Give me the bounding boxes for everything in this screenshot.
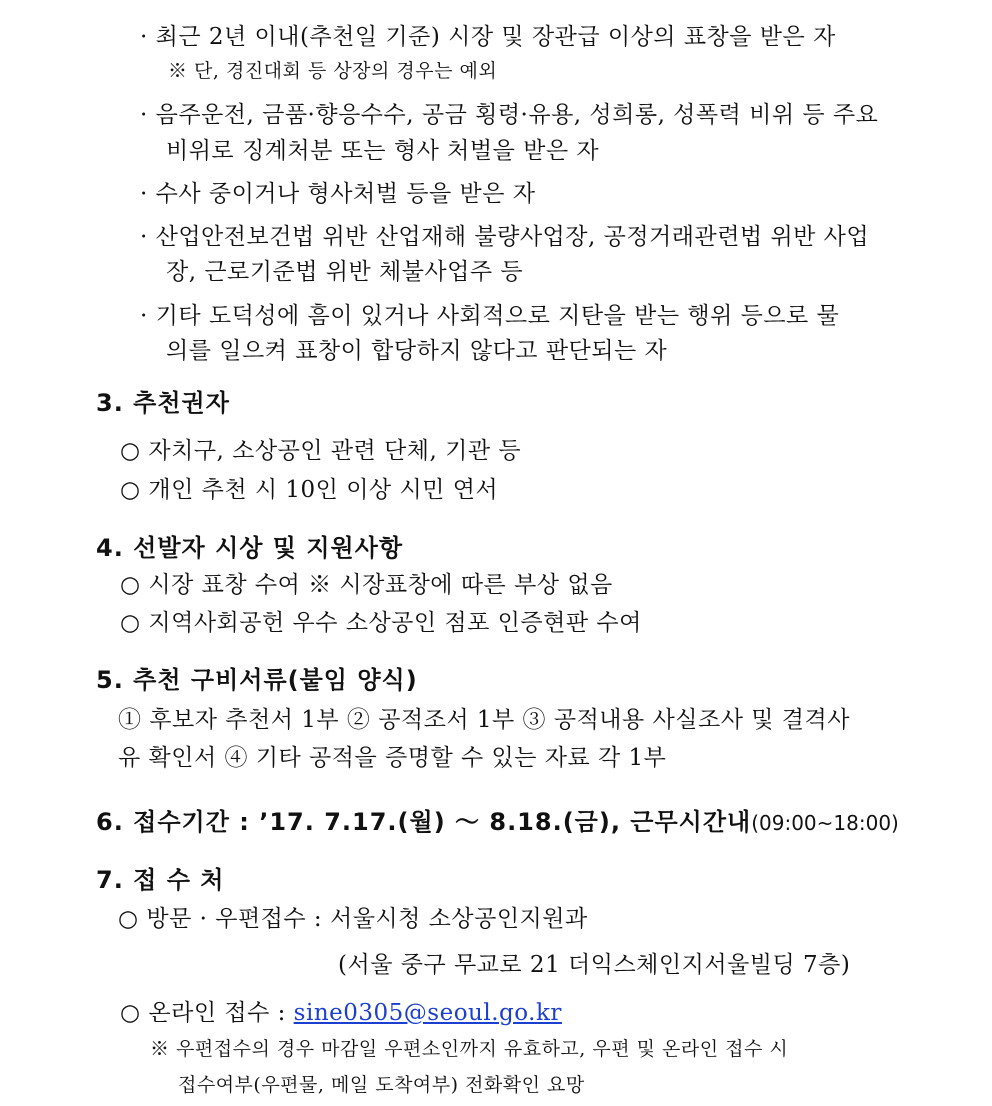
- criteria-item-4-line1: · 산업안전보건법 위반 산업재해 불량사업장, 공정거래관련법 위반 사업: [140, 224, 870, 250]
- criteria-item-1: · 최근 2년 이내(추천일 기준) 시장 및 장관급 이상의 표창을 받은 자: [140, 24, 836, 50]
- section-3-item-1: ○ 자치구, 소상공인 관련 단체, 기관 등: [120, 438, 522, 464]
- section-4-title: 4. 선발자 시상 및 지원사항: [96, 534, 404, 562]
- criteria-item-2-line2: 비위로 징계처분 또는 형사 처벌을 받은 자: [166, 138, 600, 164]
- section-7-visit: ○ 방문 · 우편접수 : 서울시청 소상공인지원과: [118, 906, 588, 932]
- email-link[interactable]: sine0305@seoul.go.kr: [293, 1000, 562, 1026]
- criteria-item-5-line1: · 기타 도덕성에 흠이 있거나 사회적으로 지탄을 받는 행위 등으로 물: [140, 303, 840, 329]
- section-5-title: 5. 추천 구비서류(붙임 양식): [96, 666, 418, 694]
- section-7-title: 7. 접 수 처: [96, 866, 225, 894]
- section-4-item-2: ○ 지역사회공헌 우수 소상공인 점포 인증현판 수여: [120, 610, 642, 636]
- section-6-title: [96, 802, 899, 837]
- criteria-item-1-note: ※ 단, 경진대회 등 상장의 경우는 예외: [168, 60, 498, 82]
- criteria-item-2-line1: · 음주운전, 금품·향응수수, 공금 횡령·유용, 성희롱, 성폭력 비위 등 주요: [140, 102, 879, 128]
- section-6-hours: (09:00~18:00): [751, 811, 899, 835]
- section-7-note-line1: ※ 우편접수의 경우 마감일 우편소인까지 유효하고, 우편 및 온라인 접수 시: [150, 1038, 789, 1060]
- criteria-item-3: · 수사 중이거나 형사처벌 등을 받은 자: [140, 181, 536, 207]
- section-3-item-2: ○ 개인 추천 시 10인 이상 시민 연서: [120, 477, 499, 503]
- online-label: ○ 온라인 접수 :: [120, 1000, 294, 1026]
- section-7-address: (서울 중구 무교로 21 더익스체인지서울빌딩 7층): [338, 952, 851, 978]
- section-6-period: 6. 접수기간 : ’17. 7.17.(월) ～ 8.18.(금), 근무시간내: [96, 808, 752, 836]
- section-5-line1: ① 후보자 추천서 1부 ② 공적조서 1부 ③ 공적내용 사실조사 및 결격사: [118, 707, 850, 733]
- section-5-line2: 유 확인서 ④ 기타 공적을 증명할 수 있는 자료 각 1부: [118, 745, 667, 771]
- section-7-online: [120, 994, 562, 1027]
- section-7-note-line2: 접수여부(우편물, 메일 도착여부) 전화확인 요망: [178, 1074, 585, 1096]
- criteria-item-4-line2: 장, 근로기준법 위반 체불사업주 등: [166, 259, 524, 285]
- criteria-item-5-line2: 의를 일으켜 표창이 합당하지 않다고 판단되는 자: [166, 338, 668, 364]
- section-3-title: 3. 추천권자: [96, 389, 230, 417]
- section-4-item-1: ○ 시장 표창 수여 ※ 시장표창에 따른 부상 없음: [120, 572, 613, 598]
